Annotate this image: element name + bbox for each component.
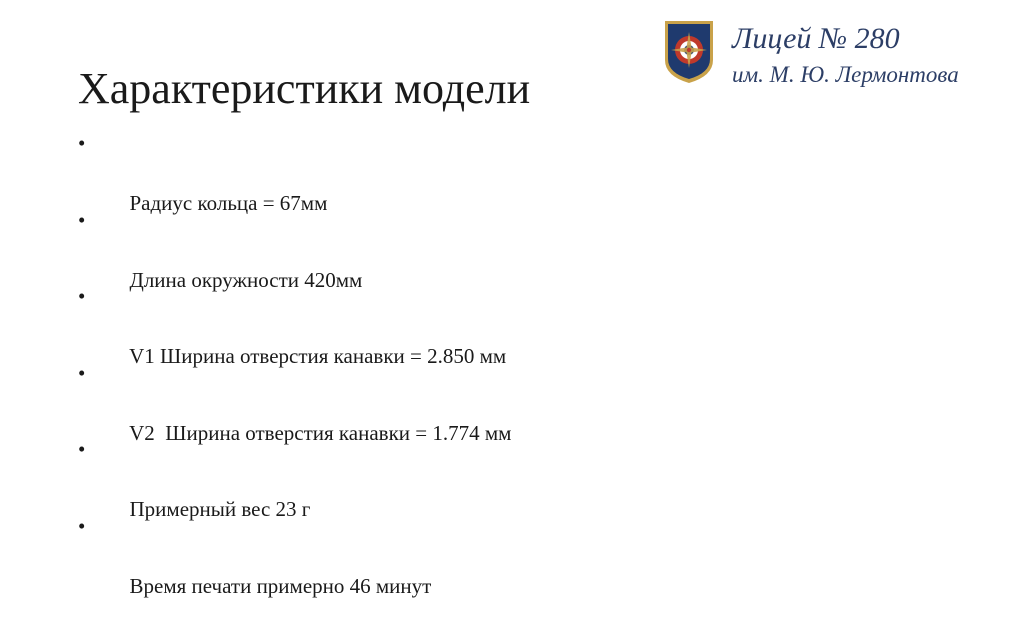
list-item <box>78 511 511 598</box>
list-item <box>78 128 511 215</box>
bullet-text: Длина окружности 420мм <box>129 267 363 292</box>
bullet-marker: • <box>78 284 86 308</box>
school-name-line2: им. М. Ю. Лермонтова <box>732 62 959 87</box>
list-item <box>78 358 512 445</box>
school-crest-icon <box>664 20 714 84</box>
bullet-marker: • <box>78 207 86 232</box>
bullet-marker: • <box>78 131 86 155</box>
school-name-script <box>728 20 1014 90</box>
list-item <box>78 281 511 368</box>
list-item <box>78 205 511 292</box>
bullet-list <box>78 128 512 598</box>
bullet-marker: • <box>78 513 86 538</box>
bullet-marker: • <box>78 360 86 385</box>
school-name-line1: Лицей № 280 <box>732 22 900 55</box>
bullet-text: V2 Ширина отверстия канавки = 1.774 мм <box>129 420 512 445</box>
bullet-text: Время печати примерно 46 минут <box>129 573 432 598</box>
school-logo <box>664 20 1014 90</box>
bullet-text: Примерный вес 23 г <box>129 497 311 521</box>
bullet-marker: • <box>78 437 86 461</box>
list-item <box>78 434 511 521</box>
bullet-text: Радиус кольца = 67мм <box>129 191 328 215</box>
bullet-text: V1 Ширина отверстия канавки = 2.850 мм <box>129 344 507 368</box>
slide-title: Характеристики модели <box>78 64 531 113</box>
